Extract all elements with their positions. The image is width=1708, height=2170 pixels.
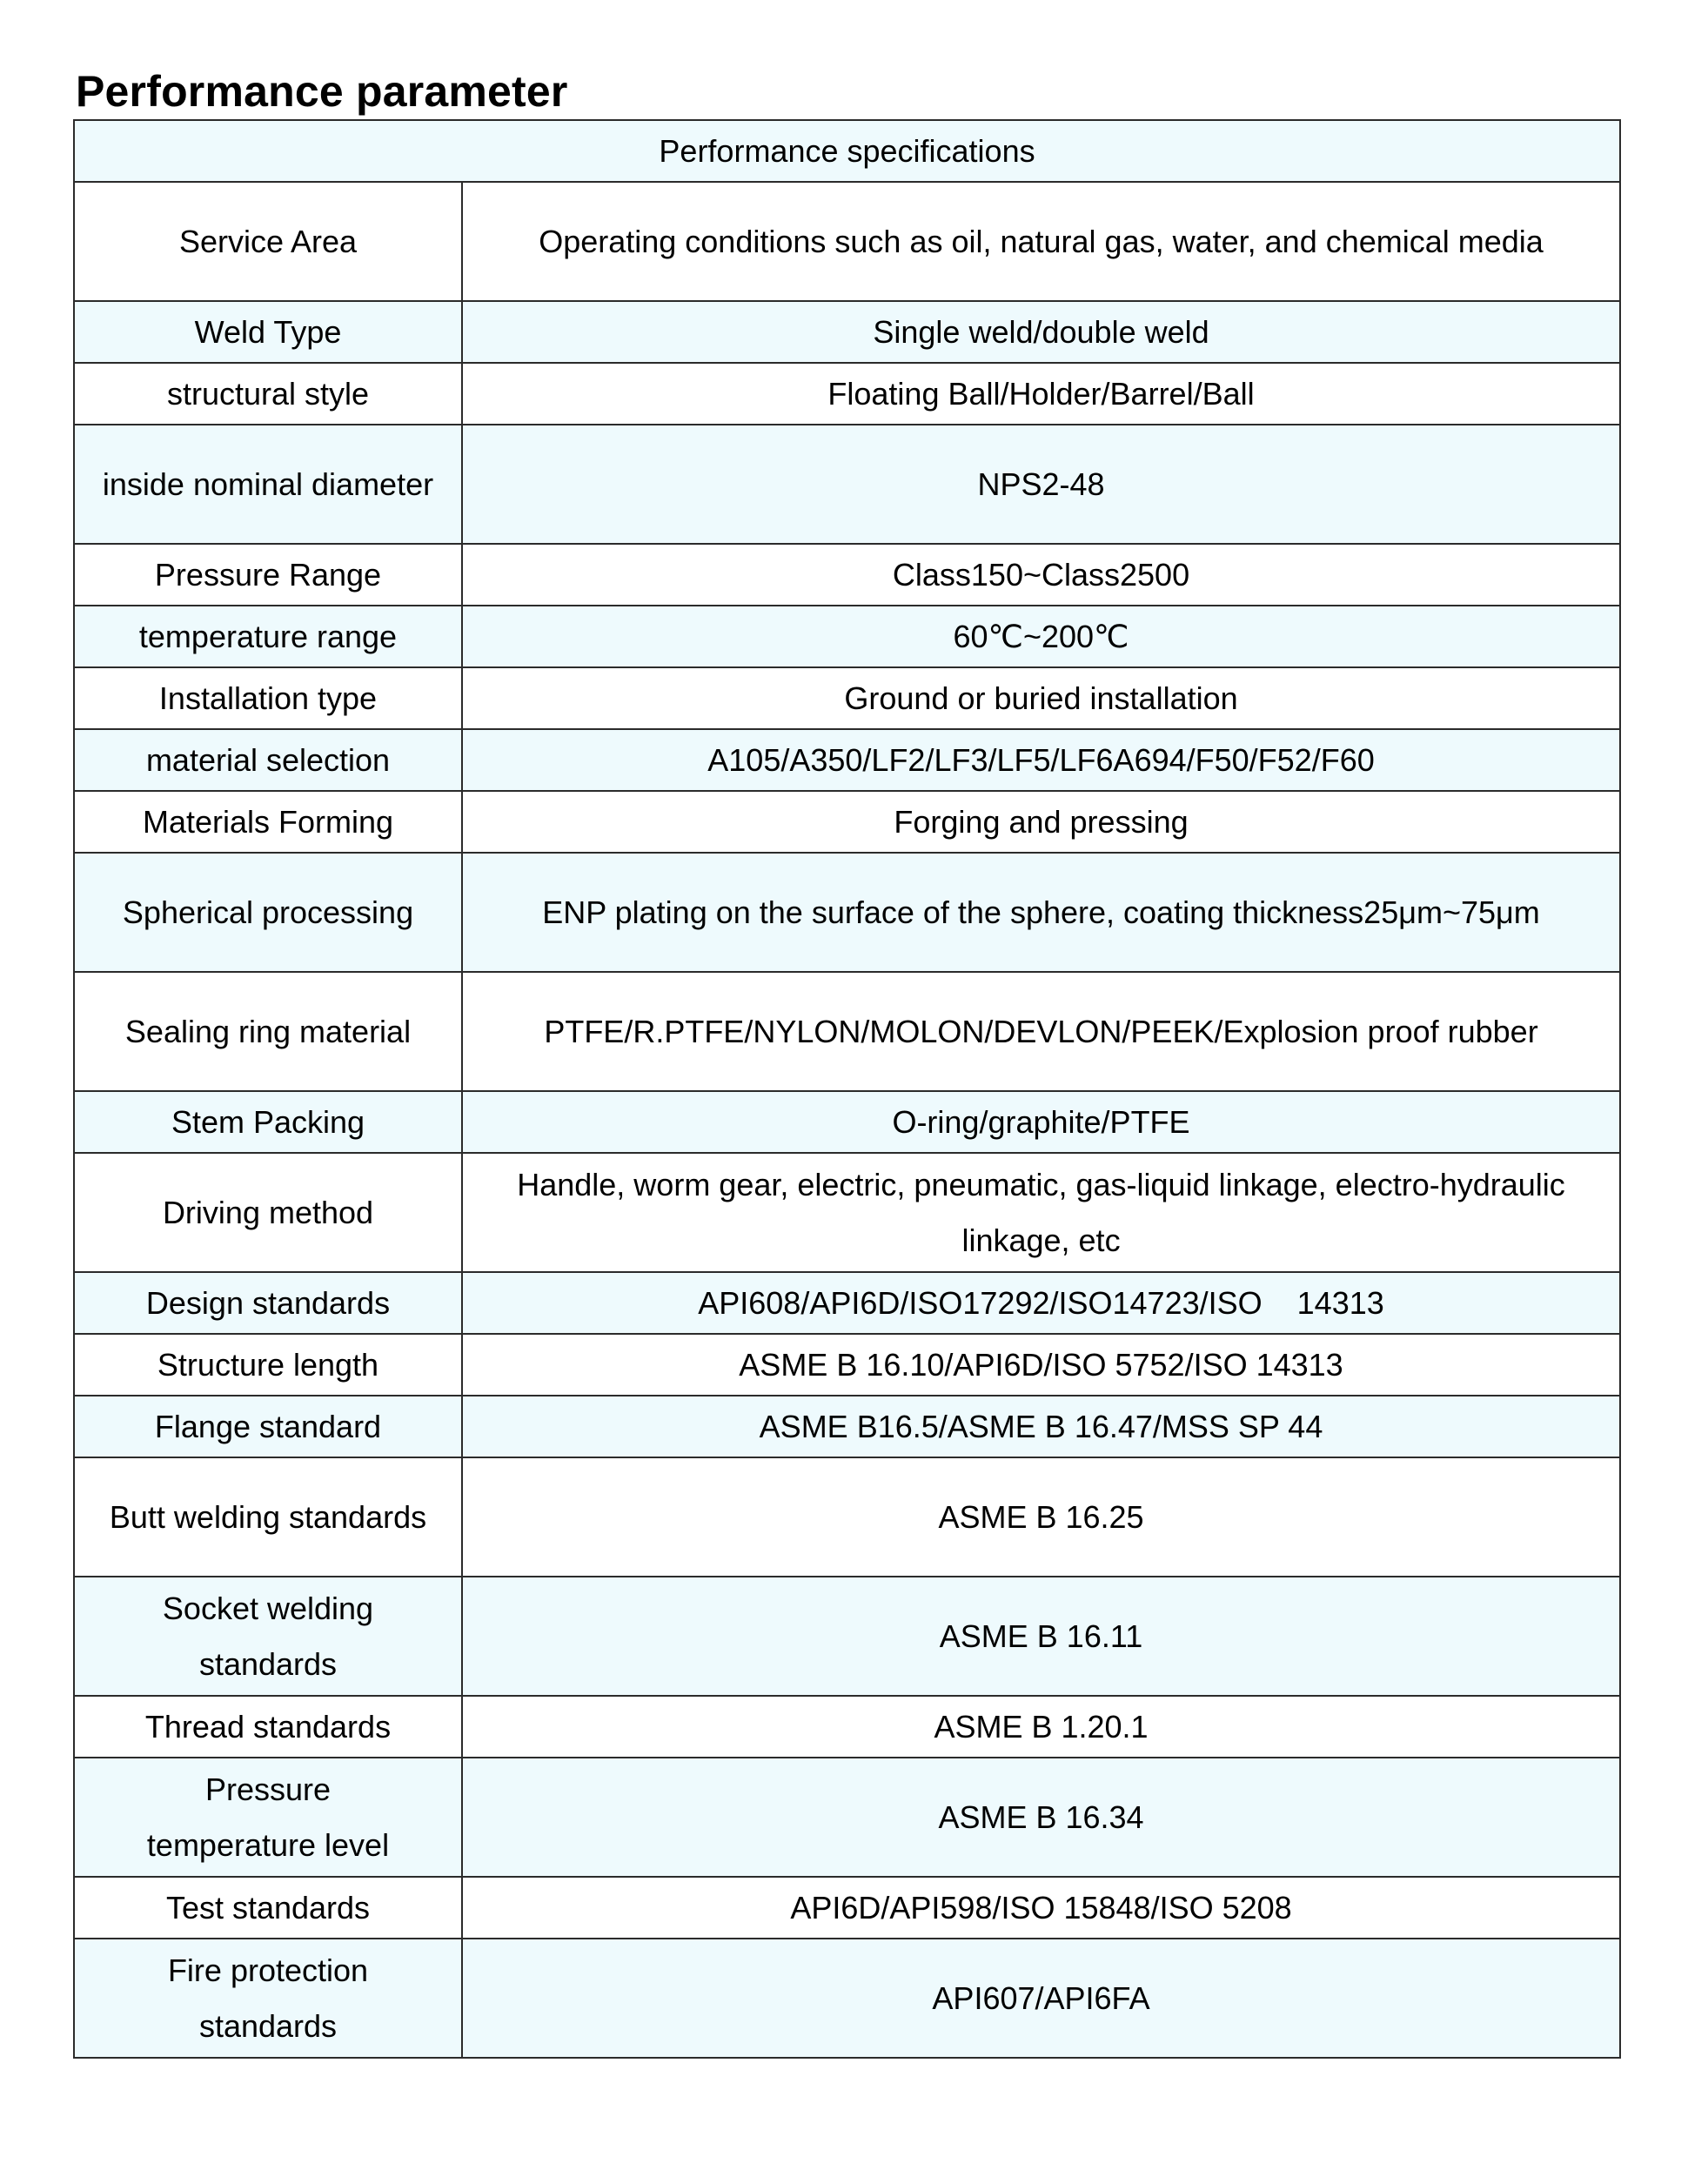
table-row xyxy=(74,1696,1620,1758)
spec-value: ASME B 16.10/API6D/ISO 5752/ISO 14313 xyxy=(462,1334,1620,1396)
table-header: Performance specifications xyxy=(74,120,1620,182)
spec-label: Pressure Range xyxy=(74,544,462,606)
spec-value: Operating conditions such as oil, natural gas, water, and chemical media xyxy=(462,182,1620,301)
table-row xyxy=(74,791,1620,853)
spec-label: structural style xyxy=(74,363,462,425)
spec-label: Installation type xyxy=(74,667,462,729)
spec-label: temperature range xyxy=(74,606,462,667)
spec-label: Spherical processing xyxy=(74,853,462,972)
spec-label: Materials Forming xyxy=(74,791,462,853)
spec-label: Sealing ring material xyxy=(74,972,462,1091)
spec-label: material selection xyxy=(74,729,462,791)
table-row xyxy=(74,1091,1620,1153)
spec-label: Test standards xyxy=(74,1877,462,1939)
spec-label: Design standards xyxy=(74,1272,462,1334)
spec-value: 60℃~200℃ xyxy=(462,606,1620,667)
spec-label: Structure length xyxy=(74,1334,462,1396)
spec-label: inside nominal diameter xyxy=(74,425,462,544)
table-row xyxy=(74,301,1620,363)
spec-label: Driving method xyxy=(74,1153,462,1272)
performance-spec-table xyxy=(73,119,1621,2059)
page-title: Performance parameter xyxy=(76,67,568,116)
table-row xyxy=(74,1877,1620,1939)
spec-value: ASME B16.5/ASME B 16.47/MSS SP 44 xyxy=(462,1396,1620,1457)
spec-value: Handle, worm gear, electric, pneumatic, gas-liquid linkage, electro-hydraulic linkage, etc xyxy=(462,1153,1620,1272)
spec-value: O-ring/graphite/PTFE xyxy=(462,1091,1620,1153)
spec-value: A105/A350/LF2/LF3/LF5/LF6A694/F50/F52/F60 xyxy=(462,729,1620,791)
table-row xyxy=(74,182,1620,301)
spec-value: Forging and pressing xyxy=(462,791,1620,853)
spec-value: API6D/API598/ISO 15848/ISO 5208 xyxy=(462,1877,1620,1939)
spec-value: ASME B 16.34 xyxy=(462,1758,1620,1877)
table-header-row xyxy=(74,120,1620,182)
table-row xyxy=(74,1577,1620,1696)
table-row xyxy=(74,972,1620,1091)
table-row xyxy=(74,363,1620,425)
table-row xyxy=(74,853,1620,972)
table-row xyxy=(74,1396,1620,1457)
spec-value: Class150~Class2500 xyxy=(462,544,1620,606)
spec-label: Stem Packing xyxy=(74,1091,462,1153)
spec-label: Socket welding standards xyxy=(74,1577,462,1696)
table-row xyxy=(74,1272,1620,1334)
spec-value: API607/API6FA xyxy=(462,1939,1620,2058)
spec-label: Butt welding standards xyxy=(74,1457,462,1577)
table-row xyxy=(74,1334,1620,1396)
table-row xyxy=(74,1939,1620,2058)
spec-label: Thread standards xyxy=(74,1696,462,1758)
table-row xyxy=(74,729,1620,791)
spec-value: API608/API6D/ISO17292/ISO14723/ISO 14313 xyxy=(462,1272,1620,1334)
spec-value: Single weld/double weld xyxy=(462,301,1620,363)
table-row xyxy=(74,667,1620,729)
spec-value: ASME B 16.25 xyxy=(462,1457,1620,1577)
spec-label: Service Area xyxy=(74,182,462,301)
spec-value: ENP plating on the surface of the sphere, coating thickness25μm~75μm xyxy=(462,853,1620,972)
table-row xyxy=(74,1758,1620,1877)
table-row xyxy=(74,1457,1620,1577)
spec-value: ASME B 1.20.1 xyxy=(462,1696,1620,1758)
spec-value: Floating Ball/Holder/Barrel/Ball xyxy=(462,363,1620,425)
spec-value: ASME B 16.11 xyxy=(462,1577,1620,1696)
spec-label: Fire protection standards xyxy=(74,1939,462,2058)
table-row xyxy=(74,425,1620,544)
spec-label: Flange standard xyxy=(74,1396,462,1457)
spec-value: PTFE/R.PTFE/NYLON/MOLON/DEVLON/PEEK/Explosion proof rubber xyxy=(462,972,1620,1091)
spec-label: Pressure temperature level xyxy=(74,1758,462,1877)
spec-label: Weld Type xyxy=(74,301,462,363)
table-row xyxy=(74,544,1620,606)
table-row xyxy=(74,606,1620,667)
spec-value: NPS2-48 xyxy=(462,425,1620,544)
spec-value: Ground or buried installation xyxy=(462,667,1620,729)
table-row xyxy=(74,1153,1620,1272)
